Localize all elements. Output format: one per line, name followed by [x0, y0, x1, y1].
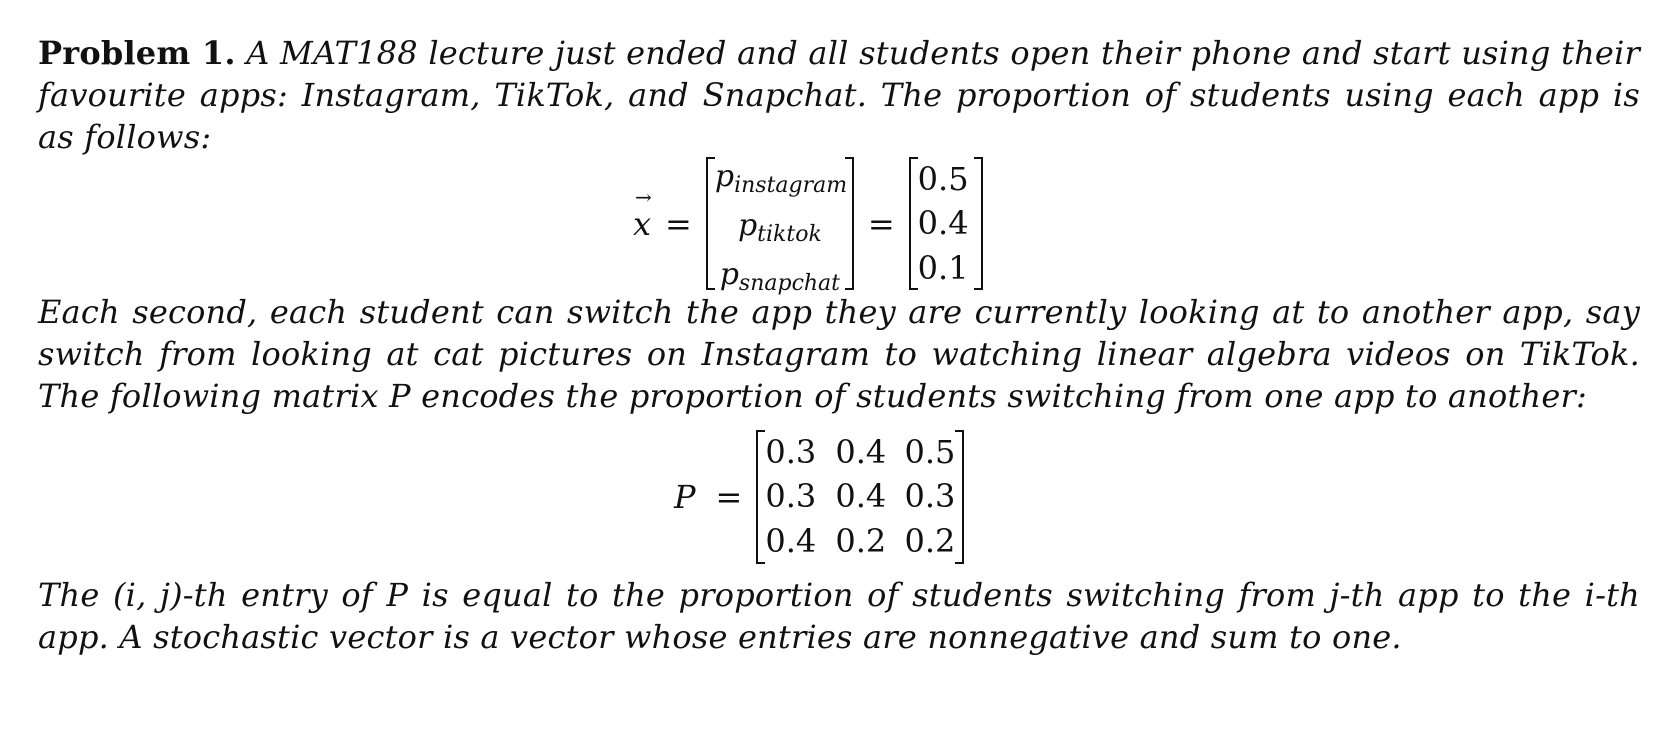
- matrix-cell: 0.4: [835, 432, 887, 471]
- vector-value: 0.5: [917, 160, 969, 199]
- problem-intro: A MAT188 lecture just ended and all students open their phone and start using their favourite apps: Instagram, TikTok, and Snapchat. The proportion of students using each app is as follows:: [38, 34, 1641, 156]
- vector-component-instagram: $p_{instagram}$: [714, 159, 848, 198]
- equals-sign: =: [715, 478, 743, 516]
- matrix-cell: 0.4: [835, 477, 887, 516]
- matrix-equation: [668, 430, 964, 564]
- problem-label: Problem 1.: [38, 34, 236, 72]
- matrix-row: [765, 520, 955, 563]
- matrix-cell: 0.3: [765, 432, 817, 471]
- equals-sign: =: [665, 204, 692, 243]
- vector-value: 0.4: [917, 204, 969, 243]
- matrix-cell: 0.2: [835, 522, 887, 561]
- matrix-cell: 0.3: [904, 477, 956, 516]
- matrix-cell: 0.2: [904, 522, 956, 561]
- problem-paragraph: [38, 32, 1640, 158]
- transition-matrix: [756, 430, 964, 564]
- matrix-row: [765, 475, 955, 518]
- proportion-value-vector: [909, 157, 983, 290]
- matrix-cell: 0.5: [904, 432, 956, 471]
- matrix-p-symbol: P: [674, 478, 696, 516]
- vector-value: 0.1: [917, 248, 969, 287]
- definition-paragraph: The (i, j)-th entry of P is equal to the proportion of students switching from j-th app to the i-th app. A stochastic vector is a vector whose entries are nonnegative and sum to one.: [38, 576, 1640, 656]
- matrix-cell: 0.3: [765, 477, 817, 516]
- vector-x-symbol: → x: [633, 205, 651, 243]
- vector-component-snapchat: $p_{snapchat}$: [719, 257, 841, 296]
- proportion-symbol-vector: [706, 157, 854, 296]
- equals-sign: =: [867, 204, 895, 243]
- matrix-row: [765, 431, 955, 474]
- vector-component-tiktok: $p_{tiktok}$: [737, 208, 822, 247]
- matrix-cell: 0.4: [765, 522, 817, 561]
- switching-paragraph: Each second, each student can switch the app they are currently looking at to another app, say switch from looking at cat pictures on Instagram to watching linear algebra videos on TikTok. The following matrix P encodes the proportion of students switching from one app to another:: [38, 293, 1640, 415]
- vector-equation: [633, 157, 983, 296]
